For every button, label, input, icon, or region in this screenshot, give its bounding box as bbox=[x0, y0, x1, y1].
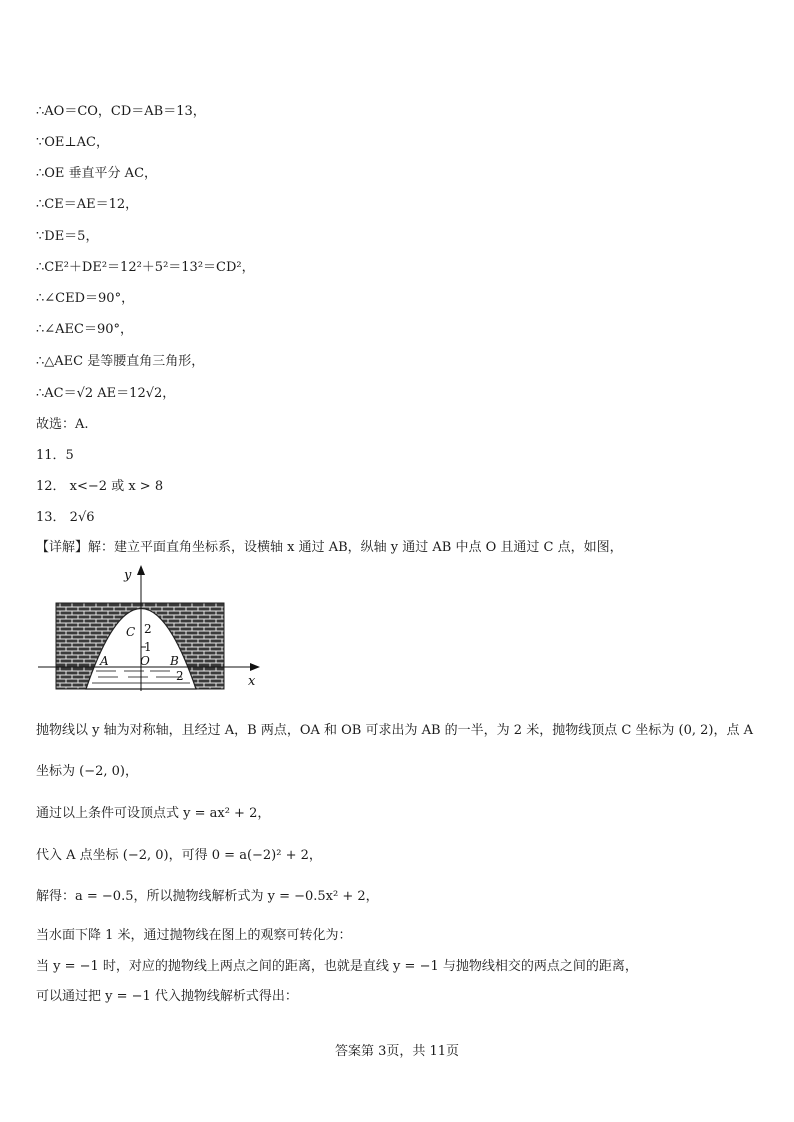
tick-x2-label: 2 bbox=[176, 669, 184, 683]
text-line: 故选：A. bbox=[36, 417, 89, 432]
text-line: ∴CE²＋DE²＝12²＋5²＝13²＝CD²， bbox=[36, 260, 255, 275]
point-o-label: O bbox=[140, 654, 150, 668]
text-line: ∴AC＝√2 AE＝12√2， bbox=[36, 386, 176, 401]
text-line: ∴∠AEC＝90°， bbox=[36, 322, 134, 337]
text-line: ∵OE⊥AC， bbox=[36, 135, 109, 150]
text-line: 【详解】解：建立平面直角坐标系，设横轴 x 通过 AB，纵轴 y 通过 AB 中点 O 且通过 C 点，如图， bbox=[36, 540, 623, 555]
point-b-label: B bbox=[170, 654, 179, 668]
text-line: ∴AO＝CO，CD＝AB＝13， bbox=[36, 104, 206, 119]
text-line: ∴∠CED＝90°， bbox=[36, 291, 135, 306]
text-line: 坐标为 (−2, 0)， bbox=[36, 764, 138, 779]
text-line: 可以通过把 y = −1 代入抛物线解析式得出： bbox=[36, 989, 298, 1004]
text-line: ∴CE＝AE＝12， bbox=[36, 197, 139, 212]
text-line: 当水面下降 1 米，通过抛物线在图上的观察可转化为： bbox=[36, 928, 352, 943]
text-line: ∵DE＝5， bbox=[36, 229, 99, 244]
tick-2-label: 2 bbox=[144, 622, 152, 636]
text-line: 代入 A 点坐标 (−2, 0)，可得 0 = a(−2)² + 2， bbox=[36, 848, 322, 863]
point-c-label: C bbox=[126, 625, 136, 639]
text-line: 当 y = −1 时，对应的抛物线上两点之间的距离，也就是直线 y = −1 与抛物线相交的两点之间的距离， bbox=[36, 959, 638, 974]
tick-1-label: 1 bbox=[144, 640, 152, 654]
x-axis-label: x bbox=[248, 674, 256, 689]
text-line: ∴OE 垂直平分 AC， bbox=[36, 166, 158, 181]
point-a-label: A bbox=[100, 654, 109, 668]
text-line: 13． 2√6 bbox=[36, 510, 95, 525]
text-line: 通过以上条件可设顶点式 y = ax² + 2， bbox=[36, 806, 271, 821]
page-footer: 答案第 3页，共 11页 bbox=[334, 1044, 460, 1059]
parabola-bridge-figure bbox=[36, 563, 266, 693]
text-line: 解得：a = −0.5，所以抛物线解析式为 y = −0.5x² + 2， bbox=[36, 889, 379, 904]
text-line: ∴△AEC 是等腰直角三角形， bbox=[36, 354, 205, 369]
text-line: 12． x<−2 或 x > 8 bbox=[36, 479, 164, 494]
text-line: 抛物线以 y 轴为对称轴，且经过 A，B 两点，OA 和 OB 可求出为 AB 的一半，为 2 米，抛物线顶点 C 坐标为 (0, 2)，点 A bbox=[36, 723, 754, 738]
text-line: 11．5 bbox=[36, 448, 74, 463]
y-axis-label: y bbox=[124, 568, 132, 583]
